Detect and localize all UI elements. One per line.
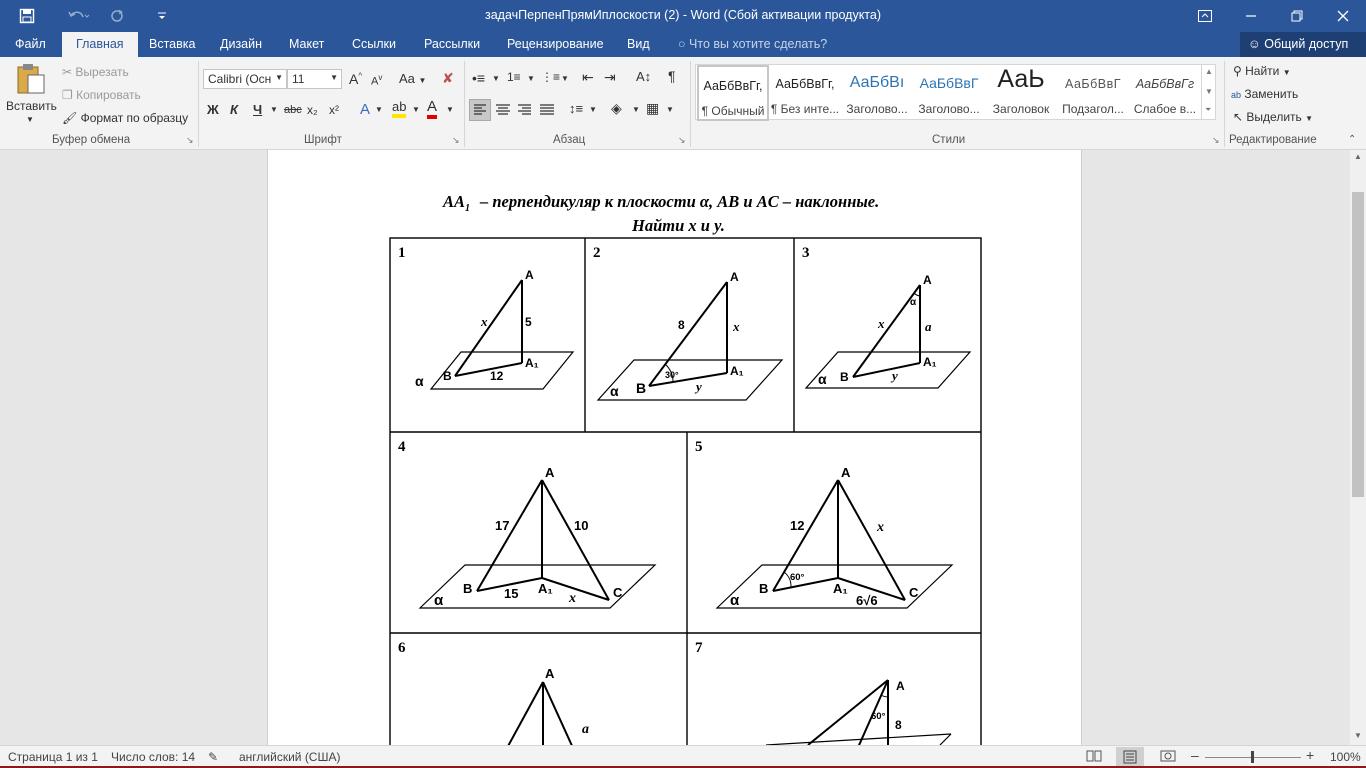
font-size-select[interactable]: 11 ▼ <box>287 69 342 89</box>
tab-file[interactable]: Файл <box>15 37 46 51</box>
svg-text:α: α <box>818 371 827 387</box>
chevron-down-icon[interactable]: ▼ <box>527 74 535 83</box>
tab-review[interactable]: Рецензирование <box>507 37 604 51</box>
svg-text:x: x <box>877 520 884 535</box>
format-painter-button[interactable]: 🖌 Формат по образцу <box>62 111 189 125</box>
bullets-icon[interactable]: •≡ <box>472 70 486 86</box>
figure-2 <box>598 270 782 400</box>
heading-aa1: $AA_1$ <box>443 192 471 214</box>
svg-text:x: x <box>569 591 576 606</box>
bold-button[interactable]: Ж <box>207 102 219 117</box>
style-title[interactable]: АаЬ Заголовок <box>992 65 1050 116</box>
ribbon-tabs <box>0 32 1366 57</box>
chevron-down-icon[interactable]: ▼ <box>561 74 569 83</box>
paragraph-launcher-icon[interactable]: ↘ <box>678 135 686 145</box>
svg-text:5: 5 <box>525 315 532 329</box>
svg-text:A: A <box>841 465 851 480</box>
svg-text:y: y <box>892 368 898 383</box>
svg-text:15: 15 <box>504 586 519 601</box>
svg-text:α: α <box>610 383 619 399</box>
close-icon[interactable] <box>1326 0 1360 32</box>
chevron-down-icon[interactable]: ▼ <box>632 105 640 114</box>
proofing-icon[interactable]: ✎ <box>208 750 219 764</box>
tell-me-search[interactable]: ○ Что вы хотите сделать? <box>678 37 828 51</box>
separator <box>690 61 691 147</box>
figure-table <box>390 238 981 745</box>
heading-line-2: Найти x и y. <box>632 216 725 235</box>
svg-text:a: a <box>925 319 932 334</box>
paintbrush-icon: 🖌 <box>62 111 78 125</box>
replace-button[interactable]: ab Заменить <box>1231 87 1299 101</box>
cell-number: 5 <box>695 439 703 455</box>
cell-number: 1 <box>398 245 406 261</box>
svg-text:12: 12 <box>490 369 504 383</box>
editing-group-label: Редактирование <box>1229 134 1317 146</box>
clipboard-group-label: Буфер обмена <box>52 134 131 146</box>
cursor-icon: ↖ <box>1233 110 1244 124</box>
svg-text:α: α <box>434 592 444 609</box>
chevron-down-icon[interactable]: ▼ <box>666 105 674 114</box>
font-group-label: Шрифт <box>304 134 342 146</box>
chevron-down-icon: ▼ <box>1282 68 1291 77</box>
word-count[interactable]: Число слов: 14 <box>111 750 196 764</box>
svg-text:A: A <box>730 270 739 284</box>
chevron-down-icon[interactable]: ▼ <box>270 105 278 114</box>
svg-text:x: x <box>481 314 488 329</box>
tab-design[interactable]: Дизайн <box>220 37 263 51</box>
chevron-down-icon[interactable]: ▼ <box>1205 87 1213 96</box>
style-no-spacing[interactable]: АаБбВвГг, ¶ Без инте... <box>770 77 840 116</box>
style-normal[interactable]: АаБбВвГг, ¶ Обычный <box>697 65 769 121</box>
svg-text:A₁: A₁ <box>833 581 848 596</box>
svg-text:B: B <box>759 581 769 596</box>
tab-view[interactable]: Вид <box>627 37 650 51</box>
minimize-icon[interactable] <box>1234 0 1268 32</box>
svg-text:17: 17 <box>495 518 510 533</box>
chevron-down-icon: ▼ <box>418 76 427 85</box>
line-spacing-icon[interactable]: ↕≡ <box>569 101 584 116</box>
cell-number: 4 <box>398 439 406 455</box>
multilevel-list-icon[interactable]: ⋮≡ <box>541 70 561 84</box>
language[interactable]: английский (США) <box>239 750 341 764</box>
svg-text:C: C <box>909 585 919 600</box>
copy-button[interactable]: ❐ Копировать <box>62 88 141 102</box>
svg-text:A₁: A₁ <box>730 364 744 378</box>
clipboard-launcher-icon[interactable]: ↘ <box>186 135 194 145</box>
paste-icon <box>16 63 46 95</box>
svg-text:A: A <box>545 666 555 681</box>
increase-indent-icon[interactable]: ⇥ <box>604 69 616 85</box>
svg-text:A: A <box>545 465 555 480</box>
svg-text:x: x <box>878 316 885 331</box>
share-button[interactable]: ☺ Общий доступ <box>1240 32 1366 57</box>
print-layout-button[interactable] <box>1116 747 1144 767</box>
cell-number: 2 <box>593 245 601 261</box>
sort-icon[interactable]: A↕ <box>636 69 652 84</box>
chevron-down-icon[interactable]: ▼ <box>375 105 383 114</box>
chevron-down-icon: ▼ <box>1305 114 1314 123</box>
collapse-ribbon-icon[interactable]: ⌃ <box>1348 134 1357 145</box>
highlight-icon[interactable]: ab <box>392 100 406 118</box>
svg-text:A₁: A₁ <box>923 355 937 369</box>
chevron-down-icon: ▼ <box>275 73 283 82</box>
font-launcher-icon[interactable]: ↘ <box>452 135 460 145</box>
cell-number: 3 <box>802 245 810 261</box>
text-effects-icon[interactable]: A <box>360 101 371 118</box>
cell-number: 6 <box>398 640 406 656</box>
document-page[interactable] <box>267 150 1082 745</box>
svg-text:B: B <box>443 369 452 383</box>
tab-mailings[interactable]: Рассылки <box>424 37 481 51</box>
chevron-up-icon[interactable]: ▲ <box>1205 67 1213 76</box>
vertical-scrollbar[interactable] <box>1350 150 1366 745</box>
svg-text:60°: 60° <box>790 572 805 583</box>
document-canvas <box>0 150 1350 745</box>
chevron-down-icon[interactable]: ▼ <box>589 105 597 114</box>
figure-3 <box>806 273 970 388</box>
align-right-icon[interactable] <box>515 100 535 120</box>
scissors-icon: ✂ <box>62 65 73 79</box>
chevron-down-icon: ▼ <box>330 73 338 82</box>
paste-button[interactable]: Вставить ▼ <box>4 61 56 127</box>
separator <box>464 61 465 147</box>
scroll-thumb[interactable] <box>1352 192 1364 497</box>
svg-text:A: A <box>923 273 932 287</box>
svg-text:8: 8 <box>678 318 685 332</box>
copy-icon: ❐ <box>62 88 73 102</box>
svg-text:10: 10 <box>574 518 589 533</box>
svg-text:12: 12 <box>790 518 805 533</box>
font-name-select[interactable]: Calibri (Осн ▼ <box>203 69 287 89</box>
subscript-button[interactable]: x₂ <box>307 103 318 117</box>
svg-text:8: 8 <box>895 718 902 732</box>
scroll-down-icon[interactable]: ▼ <box>1354 731 1362 740</box>
style-heading-1[interactable]: АаБбВı Заголово... <box>846 74 908 116</box>
scroll-up-icon[interactable]: ▲ <box>1354 152 1362 161</box>
svg-text:α: α <box>730 592 740 609</box>
svg-text:A₁: A₁ <box>538 581 553 596</box>
justify-icon[interactable] <box>537 100 557 120</box>
borders-icon[interactable]: ▦ <box>646 100 660 116</box>
window-title: задачПерпенПрямИплоскости (2) - Word (Сбой активации продукта) <box>484 8 882 22</box>
decrease-indent-icon[interactable]: ⇤ <box>582 69 594 85</box>
change-case-button[interactable]: Aa ▼ <box>399 71 427 86</box>
replace-icon: ab <box>1231 90 1242 100</box>
svg-text:60°: 60° <box>871 711 886 722</box>
align-left-button[interactable] <box>469 99 491 121</box>
svg-text:A₁: A₁ <box>525 356 539 370</box>
svg-text:A: A <box>896 679 905 693</box>
numbering-icon[interactable]: 1≡ <box>507 70 521 84</box>
zoom-out-icon[interactable]: – <box>1191 747 1199 763</box>
styles-group-label: Стили <box>932 134 966 146</box>
find-button[interactable]: ⚲ Найти ▼ <box>1233 64 1291 78</box>
tab-references[interactable]: Ссылки <box>352 37 397 51</box>
chevron-down-icon[interactable]: ▼ <box>412 105 420 114</box>
svg-text:x: x <box>733 319 740 334</box>
tab-layout[interactable]: Макет <box>289 37 325 51</box>
svg-text:α: α <box>415 373 424 389</box>
superscript-button[interactable]: x² <box>329 103 339 117</box>
style-subtitle[interactable]: АаБбВвГ Подзагол... <box>1062 77 1124 116</box>
chevron-down-icon[interactable]: ▼ <box>492 74 500 83</box>
paragraph-group-label: Абзац <box>553 134 586 146</box>
separator <box>198 61 199 147</box>
figure-7 <box>766 679 951 745</box>
svg-text:B: B <box>840 370 849 384</box>
figure-1 <box>415 268 573 389</box>
tab-home[interactable]: Главная <box>62 32 138 57</box>
ribbon-display-icon[interactable] <box>1188 0 1222 32</box>
chevron-down-icon[interactable]: ▼ <box>446 105 454 114</box>
svg-text:y: y <box>696 379 702 394</box>
svg-text:B: B <box>463 581 473 596</box>
svg-text:B: B <box>636 380 647 396</box>
style-subtle-emphasis[interactable]: АаБбВвГг Слабое в... <box>1133 77 1197 116</box>
align-center-icon[interactable] <box>493 100 513 120</box>
svg-text:A: A <box>525 268 534 282</box>
paste-dropdown-icon: ▼ <box>26 115 34 124</box>
heading-line-1: – перпендикуляр к плоскости α, AB и AC – наклонные. <box>480 192 880 211</box>
figure-5 <box>717 465 952 609</box>
select-button[interactable]: ↖ Выделить ▼ <box>1233 110 1314 124</box>
tab-insert[interactable]: Вставка <box>149 37 196 51</box>
cell-number: 7 <box>695 640 703 656</box>
web-layout-icon[interactable] <box>1160 749 1176 766</box>
read-mode-icon[interactable] <box>1086 749 1102 766</box>
svg-text:C: C <box>613 585 623 600</box>
restore-icon[interactable] <box>1280 0 1314 32</box>
underline-button[interactable]: Ч <box>253 102 263 117</box>
more-icon[interactable]: ⏷ <box>1205 105 1212 114</box>
print-layout-icon <box>1123 750 1137 764</box>
lightbulb-icon: ○ <box>678 37 686 51</box>
svg-text:30°: 30° <box>665 370 679 380</box>
styles-scroll[interactable] <box>1201 64 1216 120</box>
italic-button[interactable]: К <box>230 102 238 117</box>
clear-formatting-icon[interactable]: ✘ <box>442 70 454 86</box>
shading-icon[interactable]: ◈ <box>611 100 622 116</box>
styles-launcher-icon[interactable]: ↘ <box>1212 135 1220 145</box>
status-bar <box>0 745 1366 768</box>
show-marks-icon[interactable]: ¶ <box>668 68 676 84</box>
cut-button[interactable]: ✂ Вырезать <box>62 65 129 79</box>
align-left-icon <box>470 100 490 120</box>
svg-text:a: a <box>582 722 589 737</box>
page-count[interactable]: Страница 1 из 1 <box>8 750 98 764</box>
styles-gallery <box>695 64 1215 120</box>
separator <box>1224 61 1225 147</box>
figure-6 <box>495 666 589 745</box>
figure-4 <box>420 465 655 609</box>
zoom-level[interactable]: 100% <box>1330 750 1361 764</box>
ribbon-home <box>0 57 1366 150</box>
user-icon: ☺ <box>1248 37 1261 51</box>
strikethrough-button[interactable]: abc <box>284 104 302 116</box>
svg-text:α: α <box>910 297 917 308</box>
title-bar <box>0 0 1366 32</box>
style-heading-2[interactable]: АаБбВвГ Заголово... <box>918 75 980 116</box>
zoom-in-icon[interactable]: + <box>1306 747 1315 763</box>
grow-font-button[interactable]: A^ <box>349 71 363 87</box>
shrink-font-button[interactable]: $A^v$ <box>371 73 383 88</box>
search-icon: ⚲ <box>1233 64 1242 78</box>
zoom-slider-thumb[interactable] <box>1251 751 1254 763</box>
font-color-icon[interactable]: A <box>427 99 437 119</box>
svg-text:6√6: 6√6 <box>856 593 878 608</box>
